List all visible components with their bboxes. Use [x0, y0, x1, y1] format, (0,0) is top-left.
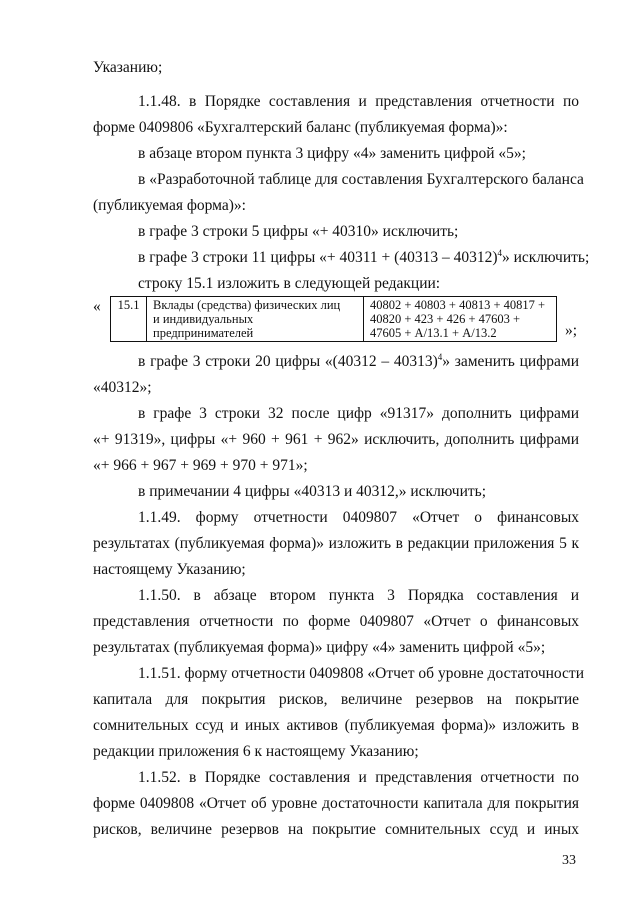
footnote-mark: 4	[437, 352, 443, 362]
text-line: сомнительных ссуд и иных активов (публикуемая форма)» изложить в	[93, 717, 579, 734]
opening-quote: «	[93, 298, 101, 315]
text-line: в «Разработочной таблице для составления Бухгалтерского баланса	[138, 171, 584, 188]
text-line: представления отчетности по форме 0409807 «Отчет о финансовых	[93, 613, 579, 630]
text-line: в графе 3 строки 32 после цифр «91317» дополнить цифрами	[138, 405, 579, 422]
text-line: настоящему Указанию;	[93, 561, 246, 578]
text-line: капитала для покрытия рисков, величине резервов на покрытие	[93, 691, 579, 708]
text-line: форме 0409808 «Отчет об уровне достаточности капитала для покрытия	[93, 795, 579, 812]
text-line: «40312»;	[93, 379, 152, 396]
text-line: 1.1.49. форму отчетности 0409807 «Отчет о финансовых	[138, 509, 579, 526]
text-line: в графе 3 строки 5 цифры «+ 40310» исключить;	[138, 223, 459, 240]
cell-line: и индивидуальных	[153, 312, 254, 326]
page-number: 33	[562, 853, 576, 868]
text-line: результатах (публикуемая форма)» цифру «4» заменить цифрой «5»;	[93, 639, 546, 656]
cell-line: Вклады (средства) физических лиц	[153, 298, 341, 312]
footnote-mark: 4	[497, 248, 502, 258]
text-line: 1.1.52. в Порядке составления и представления отчетности по	[138, 769, 579, 786]
text-segment: в графе 3 строки 11 цифры «+ 40311 + (40313 – 40312)	[138, 249, 498, 266]
text-line: в абзаце втором пункта 3 цифру «4» заменить цифрой «5»;	[138, 145, 526, 162]
text-line: «+ 966 + 967 + 969 + 970 + 971»;	[93, 457, 308, 474]
closing-quote: »;	[565, 322, 578, 339]
text-line: рисков, величине резервов на покрытие сомнительных ссуд и иных	[93, 821, 579, 838]
cell-line: 40802 + 40803 + 40813 + 40817 +	[370, 298, 546, 312]
text-line: 1.1.50. в абзаце втором пункта 3 Порядка составления и	[138, 587, 579, 604]
text-segment: » исключить;	[501, 249, 590, 266]
row-number-cell: 15.1	[111, 297, 147, 341]
inserted-table	[93, 296, 593, 342]
text-line: форме 0409806 «Бухгалтерский баланс (публикуемая форма)»:	[93, 119, 508, 136]
text-line: Указанию;	[93, 59, 163, 76]
text-line: результатах (публикуемая форма)» изложить в редакции приложения 5 к	[93, 535, 579, 552]
text-line: 1.1.48. в Порядке составления и представления отчетности по	[138, 93, 579, 110]
cell-line: 40820 + 423 + 426 + 47603 +	[370, 312, 521, 326]
row-name-cell	[147, 297, 364, 341]
text-line: (публикуемая форма)»:	[93, 197, 246, 214]
text-line: редакции приложения 6 к настоящему Указанию;	[93, 743, 419, 760]
text-line: строку 15.1 изложить в следующей редакции:	[138, 275, 441, 292]
text-line	[138, 352, 579, 372]
table-row	[110, 296, 557, 342]
text-line: 1.1.51. форму отчетности 0409808 «Отчет об уровне достаточности	[138, 665, 584, 682]
cell-line: 47605 + А/13.1 + А/13.2	[370, 326, 497, 340]
accounts-cell	[364, 297, 556, 341]
text-segment: » заменить цифрами	[442, 353, 579, 370]
text-line: в примечании 4 цифры «40313 и 40312,» исключить;	[138, 483, 487, 500]
text-segment: в графе 3 строки 20 цифры «(40312 – 40313)	[138, 353, 438, 370]
text-line	[138, 248, 589, 268]
cell-line: предпринимателей	[153, 326, 254, 340]
text-line: «+ 91319», цифры «+ 960 + 961 + 962» исключить, дополнить цифрами	[93, 431, 579, 448]
